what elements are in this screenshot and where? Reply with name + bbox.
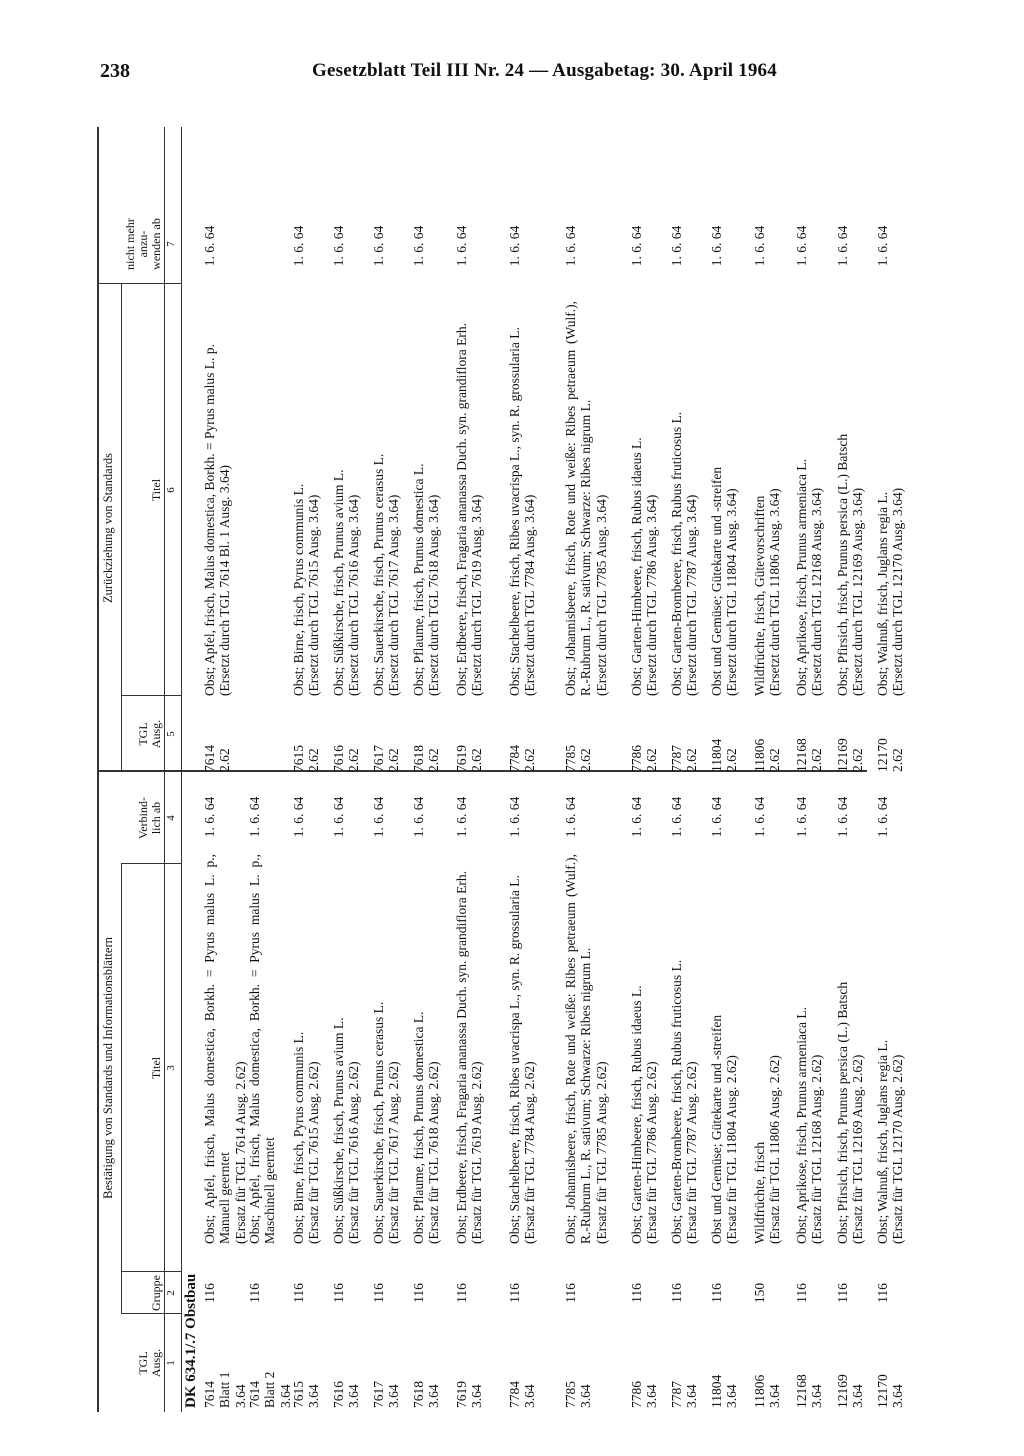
titel-withdrawn: [411, 301, 442, 696]
tgl-withdrawn: 7618 2.62: [411, 745, 442, 772]
nicht-mehr-anzuwenden-ab: 1. 6. 64: [371, 225, 386, 267]
titel: [669, 854, 700, 1244]
titel-text: Obst; Garten-Brombeere, frisch, Rubus fruticosus L.: [669, 959, 684, 1244]
ersetzt-note: (Ersetzt durch TGL 12170 Ausg. 3.64): [890, 487, 906, 696]
ersatz-note: (Ersatz für TGL 12168 Ausg. 2.62): [809, 1054, 825, 1244]
ersetzt-note: (Ersetzt durch TGL 7618 Ausg. 3.64): [426, 494, 442, 696]
titel-text: Wildfrüchte, frisch: [752, 1141, 767, 1244]
ersatz-note: (Ersatz für TGL 7784 Ausg. 2.62): [522, 1061, 538, 1244]
titel-text: Obst; Pfirsich, frisch, Prunus persica (L.) Batsch: [835, 981, 850, 1244]
gruppe: 116: [331, 1283, 346, 1303]
titel-text: Obst; Garten-Himbeere, frisch, Rubus idaeus L.: [629, 985, 644, 1244]
titel-withdrawn-text: Obst; Sauerkirsche, frisch, Prunus cerasus L.: [371, 453, 386, 696]
tgl-number: 7616 3.64: [331, 1381, 362, 1408]
journal-header-title: Gesetzblatt Teil III Nr. 24 — Ausgabetag: 30. April 1964: [312, 60, 777, 81]
verbindlich-ab: 1. 6. 64: [752, 796, 767, 838]
titel-text: Obst; Johannisbeere, frisch, Rote und weiße: Ribes petraeum (Wulf.), R.-Rubrum L., R. sativum; Schwarze: Ribes nigrum L.: [563, 854, 594, 1244]
titel: [331, 854, 362, 1244]
tgl-number: 7784 3.64: [507, 1381, 538, 1408]
tgl-number: 12170 3.64: [875, 1374, 906, 1408]
tgl-number: 7615 3.64: [291, 1381, 322, 1408]
titel: [563, 854, 609, 1244]
ersetzt-note: (Ersetzt durch TGL 11804 Ausg. 3.64): [724, 488, 740, 696]
titel-withdrawn-text: Obst und Gemüse; Gütekarte und -streifen: [709, 466, 724, 696]
ersatz-note: (Ersatz für TGL 12170 Ausg. 2.62): [890, 1054, 906, 1244]
titel: [247, 854, 278, 1244]
gruppe: 150: [752, 1282, 767, 1304]
colnum-6: 6: [165, 487, 177, 493]
titel-withdrawn-text: Obst; Johannisbeere, frisch, Rote und weiße: Ribes petraeum (Wulf.), R.-Rubrum L., R. sativum; Schwarze: Ribes nigrum L.: [563, 301, 594, 696]
titel-text: Obst; Erdbeere, frisch, Fragaria ananassa Duch. syn. grandiflora Erh.: [454, 871, 469, 1244]
group-header-withdrawal: Zurückziehung von Standards: [101, 453, 115, 603]
nicht-mehr-anzuwenden-ab: 1. 6. 64: [563, 225, 578, 267]
nicht-mehr-anzuwenden-ab: 1. 6. 64: [454, 225, 469, 267]
titel: [291, 854, 322, 1244]
gruppe: 116: [835, 1283, 850, 1303]
group-header-confirmation: Bestätigung von Standards und Informationsblättern: [101, 937, 115, 1199]
verbindlich-ab: 1. 6. 64: [371, 796, 386, 838]
titel-text: Obst; Apfel, frisch, Malus domestica, Borkh. = Pyrus malus L. p., Maschinell geerntet: [247, 854, 278, 1244]
gruppe: 116: [794, 1283, 809, 1303]
ersatz-note: (Ersatz für TGL 7617 Ausg. 2.62): [386, 1061, 402, 1244]
verbindlich-ab: 1. 6. 64: [247, 796, 262, 838]
verbindlich-ab: 1. 6. 64: [331, 796, 346, 838]
standards-table: [97, 127, 906, 1412]
titel-text: Obst; Birne, frisch, Pyrus communis L.: [291, 1031, 306, 1244]
titel-withdrawn-text: Wildfrüchte, frisch, Gütevorschriften: [752, 495, 767, 696]
ersatz-note: (Ersatz für TGL 11804 Ausg. 2.62): [724, 1055, 740, 1244]
ersetzt-note: (Ersetzt durch TGL 7615 Ausg. 3.64): [306, 494, 322, 696]
colnum-3: 3: [165, 1065, 177, 1071]
titel-withdrawn: [291, 301, 322, 696]
colnum-7: 7: [165, 241, 177, 247]
tgl-withdrawn: 11806 2.62: [752, 738, 783, 772]
tgl-number: 7787 3.64: [669, 1381, 700, 1408]
verbindlich-ab: 1. 6. 64: [794, 796, 809, 838]
ersatz-note: (Ersatz für TGL 11806 Ausg. 2.62): [767, 1055, 783, 1244]
ersatz-note: (Ersatz für TGL 12169 Ausg. 2.62): [850, 1054, 866, 1244]
titel-withdrawn: [835, 301, 866, 696]
titel: [454, 854, 485, 1244]
titel-text: Obst; Süßkirsche, frisch, Prunus avium L.: [331, 1017, 346, 1244]
nicht-mehr-anzuwenden-ab: 1. 6. 64: [507, 225, 522, 267]
gruppe: 116: [507, 1283, 522, 1303]
titel-text: Obst; Sauerkirsche, frisch, Prunus cerasus L.: [371, 1001, 386, 1244]
nicht-mehr-anzuwenden-ab: 1. 6. 64: [669, 225, 684, 267]
tgl-withdrawn: 7619 2.62: [454, 745, 485, 772]
ersatz-note: (Ersatz für TGL 7615 Ausg. 2.62): [306, 1061, 322, 1244]
titel: [629, 854, 660, 1244]
ersatz-note: (Ersatz für TGL 7619 Ausg. 2.62): [469, 1061, 485, 1244]
titel-withdrawn-text: Obst; Pflaume, frisch, Prunus domestica L.: [411, 463, 426, 696]
gruppe: 116: [875, 1283, 890, 1303]
tgl-withdrawn: 7615 2.62: [291, 745, 322, 772]
gruppe: 116: [709, 1283, 724, 1303]
ersatz-note: (Ersatz für TGL 7786 Ausg. 2.62): [644, 1061, 660, 1244]
colhead-titel-2: [123, 284, 163, 696]
titel-withdrawn: [669, 301, 700, 696]
titel: [709, 854, 740, 1244]
tgl-number: 7619 3.64: [454, 1381, 485, 1408]
titel-text: Obst; Walnuß, frisch, Juglans regia L.: [875, 1039, 890, 1244]
titel-withdrawn-text: Obst; Birne, frisch, Pyrus communis L.: [291, 483, 306, 696]
titel-text: Obst; Aprikose, frisch, Prunus armeniaca L.: [794, 1007, 809, 1244]
ersetzt-note: (Ersetzt durch TGL 11806 Ausg. 3.64): [767, 488, 783, 696]
tgl-withdrawn: 12169 2.62: [835, 738, 866, 772]
colnum-4: 4: [165, 815, 177, 821]
titel-withdrawn: [629, 301, 660, 696]
nicht-mehr-anzuwenden-ab: 1. 6. 64: [202, 225, 217, 267]
titel-withdrawn: [709, 301, 740, 696]
nicht-mehr-anzuwenden-ab: 1. 6. 64: [835, 225, 850, 267]
group-divider-left: [121, 864, 122, 1314]
tgl-withdrawn: 7616 2.62: [331, 745, 362, 772]
group-divider-right: [121, 284, 122, 772]
titel-withdrawn: [454, 301, 485, 696]
titel-text: Obst; Apfel, frisch, Malus domestica, Borkh. = Pyrus malus L. p., Manuell geerntet: [202, 854, 233, 1244]
titel: [835, 854, 866, 1244]
titel-withdrawn-text: Obst; Süßkirsche, frisch, Prunus avium L.: [331, 469, 346, 696]
gruppe: 116: [629, 1283, 644, 1303]
colhead-label: Gruppe: [149, 1275, 163, 1311]
colhead-verbindlich-ab: [123, 772, 163, 864]
verbindlich-ab: 1. 6. 64: [563, 796, 578, 838]
verbindlich-ab: 1. 6. 64: [875, 796, 890, 838]
ersatz-note: (Ersatz für TGL 7618 Ausg. 2.62): [426, 1061, 442, 1244]
tgl-number: 7786 3.64: [629, 1381, 660, 1408]
titel-withdrawn-text: Obst; Pfirsich, frisch, Prunus persica (L.) Batsch: [835, 433, 850, 696]
gruppe: 116: [669, 1283, 684, 1303]
ersetzt-note: (Ersetzt durch TGL 7616 Ausg. 3.64): [346, 494, 362, 696]
colhead-tgl-ausg-2: [123, 696, 163, 772]
tgl-number: 7785 3.64: [563, 1381, 594, 1408]
tgl-withdrawn: 12170 2.62: [875, 738, 906, 772]
tgl-number: 11806 3.64: [752, 1374, 783, 1408]
colnum-1: 1: [165, 1360, 177, 1366]
titel-withdrawn: [331, 301, 362, 696]
tgl-withdrawn: 12168 2.62: [794, 738, 825, 772]
titel-withdrawn-text: Obst; Stachelbeere, frisch, Ribes uvacrispa L., syn. R. grossularia L.: [507, 327, 522, 696]
verbindlich-ab: 1. 6. 64: [507, 796, 522, 838]
tgl-number: 7614 Blatt 1 3.64: [202, 1371, 248, 1408]
ersetzt-note: (Ersetzt durch TGL 7785 Ausg. 3.64): [593, 494, 609, 696]
titel-withdrawn: [794, 301, 825, 696]
titel-withdrawn: [752, 301, 783, 696]
tgl-number: 12169 3.64: [835, 1374, 866, 1408]
tgl-number: 7617 3.64: [371, 1381, 402, 1408]
titel: [752, 854, 783, 1244]
gruppe: 116: [291, 1283, 306, 1303]
colhead-tgl-ausg: [123, 1314, 163, 1412]
verbindlich-ab: 1. 6. 64: [291, 796, 306, 838]
colhead-label: TGL Ausg.: [136, 1348, 163, 1378]
titel-withdrawn-text: Obst; Aprikose, frisch, Prunus armeniaca L.: [794, 459, 809, 696]
titel: [794, 854, 825, 1244]
ersatz-note: (Ersatz für TGL 7614 Ausg. 2.62): [232, 1061, 248, 1244]
tgl-withdrawn: 7614 2.62: [202, 745, 233, 772]
ersatz-note: (Ersatz für TGL 7616 Ausg. 2.62): [346, 1061, 362, 1244]
gruppe: 116: [454, 1283, 469, 1303]
titel-withdrawn-text: Obst; Apfel, frisch, Malus domestica, Borkh. = Pyrus malus L. p.: [202, 344, 217, 696]
titel-withdrawn: [507, 301, 538, 696]
nicht-mehr-anzuwenden-ab: 1. 6. 64: [875, 225, 890, 267]
colnum-2: 2: [165, 1290, 177, 1296]
titel-withdrawn-text: Obst; Walnuß, frisch, Juglans regia L.: [875, 491, 890, 696]
ersetzt-note: (Ersetzt durch TGL 7619 Ausg. 3.64): [469, 494, 485, 696]
titel-withdrawn: [563, 301, 609, 696]
ersetzt-note: (Ersetzt durch TGL 12169 Ausg. 3.64): [850, 487, 866, 696]
nicht-mehr-anzuwenden-ab: 1. 6. 64: [752, 225, 767, 267]
titel: [371, 854, 402, 1244]
table-top-rule: [97, 127, 99, 1412]
titel-withdrawn-text: Obst; Garten-Brombeere, frisch, Rubus fruticosus L.: [669, 411, 684, 696]
ersetzt-note: (Ersetzt durch TGL 7786 Ausg. 3.64): [644, 494, 660, 696]
tgl-number: 7614 Blatt 2 3.64: [247, 1371, 293, 1408]
tgl-number: 11804 3.64: [709, 1374, 740, 1408]
colhead-label: Titel: [149, 478, 163, 502]
colhead-label: TGL Ausg.: [136, 719, 163, 749]
verbindlich-ab: 1. 6. 64: [629, 796, 644, 838]
ersatz-note: (Ersatz für TGL 7787 Ausg. 2.62): [684, 1061, 700, 1244]
colnum-5: 5: [165, 731, 177, 737]
titel-withdrawn: [875, 301, 906, 696]
titel-withdrawn: [202, 301, 233, 696]
tgl-withdrawn: 7786 2.62: [629, 745, 660, 772]
verbindlich-ab: 1. 6. 64: [709, 796, 724, 838]
nicht-mehr-anzuwenden-ab: 1. 6. 64: [794, 225, 809, 267]
colhead-label: Titel: [149, 1056, 163, 1080]
nicht-mehr-anzuwenden-ab: 1. 6. 64: [411, 225, 426, 267]
tgl-withdrawn: 7784 2.62: [507, 745, 538, 772]
titel: [507, 854, 538, 1244]
verbindlich-ab: 1. 6. 64: [835, 796, 850, 838]
nicht-mehr-anzuwenden-ab: 1. 6. 64: [291, 225, 306, 267]
page-number: 238: [100, 60, 130, 82]
gruppe: 116: [371, 1283, 386, 1303]
nicht-mehr-anzuwenden-ab: 1. 6. 64: [709, 225, 724, 267]
tgl-number: 12168 3.64: [794, 1374, 825, 1408]
titel-text: Obst und Gemüse; Gütekarte und -streifen: [709, 1014, 724, 1244]
verbindlich-ab: 1. 6. 64: [411, 796, 426, 838]
colhead-titel: [123, 864, 163, 1272]
nicht-mehr-anzuwenden-ab: 1. 6. 64: [629, 225, 644, 267]
colhead-nicht-mehr: [99, 204, 163, 284]
titel-withdrawn-text: Obst; Erdbeere, frisch, Fragaria ananassa Duch. syn. grandiflora Erh.: [454, 323, 469, 696]
ersetzt-note: (Ersetzt durch TGL 7784 Ausg. 3.64): [522, 494, 538, 696]
colhead-label: Verbind- lich ab: [136, 797, 163, 839]
ersetzt-note: (Ersetzt durch TGL 7787 Ausg. 3.64): [684, 494, 700, 696]
ersetzt-note: (Ersetzt durch TGL 7614 Bl. 1 Ausg. 3.64): [217, 465, 233, 696]
titel: [202, 854, 248, 1244]
section-heading: DK 634.1/.7 Obstbau: [183, 1273, 199, 1408]
colhead-gruppe: [123, 1272, 163, 1314]
nicht-mehr-anzuwenden-ab: 1. 6. 64: [331, 225, 346, 267]
titel-text: Obst; Pflaume, frisch, Prunus domestica L.: [411, 1011, 426, 1244]
gruppe: 116: [563, 1283, 578, 1303]
colhead-label: nicht mehr anzu- wenden ab: [123, 218, 163, 270]
tgl-number: 7618 3.64: [411, 1381, 442, 1408]
titel-withdrawn-text: Obst; Garten-Himbeere, frisch, Rubus idaeus L.: [629, 437, 644, 696]
tgl-withdrawn: 7787 2.62: [669, 745, 700, 772]
ersatz-note: (Ersatz für TGL 7785 Ausg. 2.62): [593, 1061, 609, 1244]
tgl-withdrawn: 7617 2.62: [371, 745, 402, 772]
verbindlich-ab: 1. 6. 64: [202, 796, 217, 838]
ersetzt-note: (Ersetzt durch TGL 12168 Ausg. 3.64): [809, 487, 825, 696]
titel: [875, 854, 906, 1244]
gruppe: 116: [411, 1283, 426, 1303]
gruppe: 116: [247, 1283, 262, 1303]
titel-text: Obst; Stachelbeere, frisch, Ribes uvacrispa L., syn. R. grossularia L.: [507, 875, 522, 1244]
tgl-withdrawn: 11804 2.62: [709, 738, 740, 772]
titel: [411, 854, 442, 1244]
titel-withdrawn: [371, 301, 402, 696]
verbindlich-ab: 1. 6. 64: [454, 796, 469, 838]
header-separator: [181, 127, 182, 1412]
tgl-withdrawn: 7785 2.62: [563, 745, 594, 772]
verbindlich-ab: 1. 6. 64: [669, 796, 684, 838]
ersetzt-note: (Ersetzt durch TGL 7617 Ausg. 3.64): [386, 494, 402, 696]
gruppe: 116: [202, 1283, 217, 1303]
